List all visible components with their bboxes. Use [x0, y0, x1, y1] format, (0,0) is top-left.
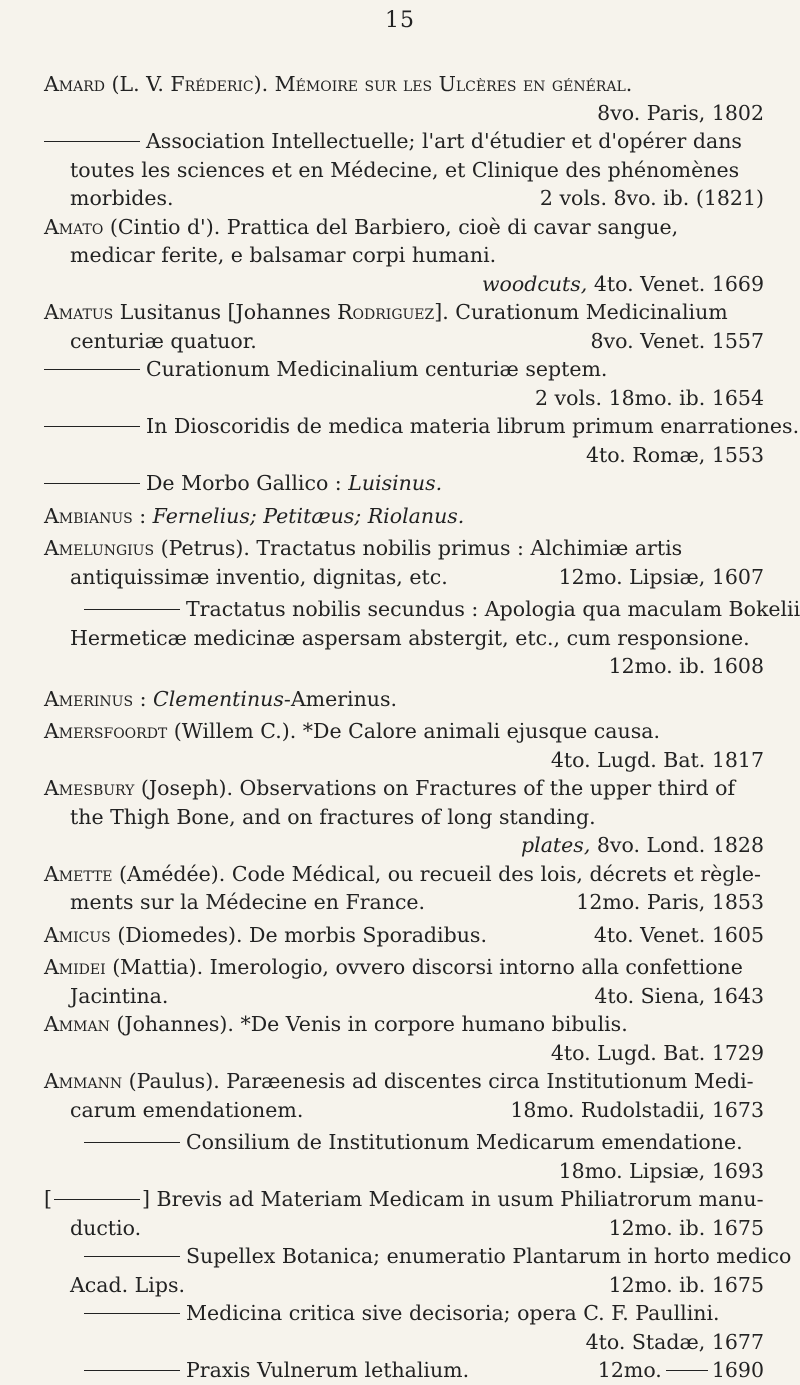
entry-amersfoordt — [44, 717, 764, 774]
entry-text: Tractatus nobilis secundus : Apologia qua maculam Bokelii — [186, 597, 800, 621]
entry-author: Amerinus — [44, 686, 134, 711]
entry-text: carum emendationem. — [70, 1097, 304, 1122]
entry-ammann-consilium — [44, 1128, 764, 1185]
entry-line — [44, 685, 764, 714]
entry-text: morbides. — [70, 186, 174, 210]
entry-imprint: 2 vols. 8vo. ib. (1821) — [539, 186, 764, 210]
entry-amette — [44, 860, 764, 917]
entry-line — [44, 1271, 764, 1300]
entry-line — [44, 982, 764, 1011]
entry-text: Praxis Vulnerum lethalium. — [186, 1358, 470, 1382]
entry-text: ]. Curationum Medicinalium — [434, 300, 728, 324]
entry-imprint: 4to. Lugd. Bat. 1817 — [550, 747, 764, 772]
entry-author: Amidei — [44, 955, 106, 979]
entry-ammann-supellex — [44, 1242, 792, 1299]
entry-line — [44, 298, 764, 327]
entry-amatus-dioscoridis — [44, 412, 800, 469]
entry-text: (Diomedes). De morbis Sporadibus. — [117, 922, 487, 947]
entry-author: Amatus — [44, 300, 114, 324]
ditto-dash — [84, 1256, 180, 1257]
entry-author: Amelungius — [44, 536, 155, 560]
entry-text: ductio. — [70, 1215, 142, 1240]
imprint-text: 4to. Venet. 1669 — [593, 271, 764, 296]
page-number: 15 — [385, 8, 415, 33]
cross-reference: Clementinus — [153, 686, 284, 711]
entry-text: (Johannes). *De Venis in corpore humano bibulis. — [116, 1012, 628, 1036]
entry-amerinus — [44, 685, 764, 714]
entry-text: ments sur la Médecine en France. — [70, 890, 426, 914]
entry-text: (Petrus). Tractatus nobilis primus : Alchimiæ artis — [160, 536, 683, 560]
entry-imprint: 8vo. Paris, 1802 — [597, 100, 764, 125]
entry-line: [ ] Brevis ad Materiam Medicam in usum Philiatrorum manu- — [44, 1187, 764, 1211]
entry-text: Curationum Medicinalium centuriæ septem. — [146, 357, 608, 381]
entry-author: Amicus — [44, 922, 111, 947]
entry-text: (Mattia). Imerologio, ovvero discorsi intorno alla confettione — [112, 955, 743, 979]
entry-association — [44, 127, 764, 213]
entry-amatus-septem — [44, 355, 764, 412]
entry-text: Consilium de Institutionum Medicarum emendatione. — [186, 1130, 743, 1154]
entry-text: De Morbo Gallico : — [146, 471, 349, 495]
entry-imprint: 4to. Venet. 1605 — [593, 922, 764, 947]
entry-text: Association Intellectuelle; l'art d'étudier et d'opérer dans — [146, 129, 742, 153]
ditto-dash — [84, 1313, 180, 1314]
entry-line — [44, 921, 764, 950]
entry-line — [44, 1242, 792, 1271]
ditto-dash — [84, 609, 180, 610]
entry-author: Amato — [44, 214, 104, 239]
imprint-note: plates, — [521, 833, 591, 857]
entry-ambianus — [44, 502, 764, 531]
entry-text: In Dioscoridis de medica materia librum primum enarrationes. — [146, 414, 800, 438]
entry-line — [44, 595, 800, 624]
entry-line — [44, 1096, 764, 1125]
entry-ammann-brevis — [44, 1185, 764, 1242]
entry-line — [44, 469, 764, 498]
entry-line — [44, 953, 764, 982]
entry-text: Amard (L. V. Fréderic). Mémoire sur les Ulcères en général. — [44, 72, 633, 96]
ditto-dash — [44, 483, 140, 484]
entry-text: Acad. Lips. — [70, 1272, 185, 1297]
ditto-dash — [44, 426, 140, 427]
entry-amatus — [44, 298, 764, 355]
entry-author: Amette — [44, 861, 113, 886]
entry-line — [44, 412, 800, 441]
entry-imprint: 8vo. Venet. 1557 — [590, 328, 764, 353]
entry-line: the Thigh Bone, and on fractures of long standing. — [70, 804, 596, 829]
entry-ammann-praxis — [44, 1356, 764, 1385]
entry-ammann — [44, 1067, 764, 1124]
entry-author: Ambianus — [44, 503, 133, 528]
entry-line — [44, 355, 764, 384]
entry-imprint: 4to. Stadæ, 1677 — [585, 1329, 764, 1354]
entry-text: : — [132, 503, 153, 528]
entry-imprint — [598, 1356, 764, 1385]
entry-line — [44, 888, 764, 917]
entry-author: Ammann — [44, 1069, 123, 1093]
entry-line: toutes les sciences et en Médecine, et Clinique des phénomènes — [70, 157, 740, 182]
entry-text: antiquissimæ inventio, dignitas, etc. — [70, 564, 448, 589]
entry-author: Amesbury — [44, 776, 135, 800]
entry-imprint: 12mo. ib. 1608 — [608, 654, 764, 678]
entry-imprint: 12mo. Paris, 1853 — [576, 890, 764, 914]
cross-reference: Luisinus. — [348, 471, 443, 495]
entry-line — [44, 717, 764, 746]
entry-line — [44, 1010, 764, 1039]
entry-imprint: 4to. Romæ, 1553 — [586, 442, 764, 467]
entry-text: (Amédée). Code Médical, ou recueil des lois, décrets et règle- — [119, 861, 761, 886]
entry-amatus-morbo-gallico — [44, 469, 764, 498]
imprint-text: 12mo. — [597, 1358, 662, 1382]
entry-ammann-medicina-critica — [44, 1299, 764, 1356]
entry-line — [44, 127, 764, 156]
entry-line — [44, 774, 764, 803]
entry-text: : — [133, 686, 154, 711]
entry-text: (Joseph). Observations on Fractures of the upper third of — [140, 776, 736, 800]
entry-text: Medicina critica sive decisoria; opera C. F. Paullini. — [186, 1301, 720, 1325]
entry-author: Amersfoordt — [44, 719, 168, 743]
entry-text: Jacintina. — [70, 983, 169, 1008]
cross-reference: Fernelius; Petitæus; Riolanus. — [152, 503, 465, 528]
entry-line — [44, 70, 764, 99]
entry-line — [44, 327, 764, 356]
entry-amicus — [44, 921, 764, 950]
entry-amard — [44, 70, 764, 127]
ditto-dash — [666, 1370, 708, 1371]
entry-line: Hermeticæ medicinæ aspersam abstergit, etc., cum responsione. — [70, 625, 750, 650]
entry-imprint — [44, 270, 764, 299]
ditto-dash — [54, 1199, 140, 1200]
entry-text: Brevis ad Materiam Medicam in usum Philiatrorum manu- — [156, 1187, 764, 1211]
entry-text: (Cintio d'). Prattica del Barbiero, cioè di cavar sangue, — [109, 214, 679, 239]
entry-line — [44, 563, 764, 592]
entry-imprint: 2 vols. 18mo. ib. 1654 — [534, 385, 764, 410]
entry-imprint: 18mo. Rudolstadii, 1673 — [510, 1097, 764, 1122]
ditto-dash — [44, 369, 140, 370]
entry-list — [44, 70, 800, 1385]
entry-text: -Amerinus. — [283, 686, 398, 711]
entry-amidei — [44, 953, 764, 1010]
entry-author: Amman — [44, 1012, 110, 1036]
entry-line — [44, 213, 764, 242]
entry-line — [44, 1067, 764, 1096]
entry-line — [44, 1214, 764, 1243]
entry-imprint: 4to. Siena, 1643 — [594, 983, 764, 1008]
entry-amelungius — [44, 534, 764, 591]
entry-line — [44, 860, 764, 889]
entry-text: (Paulus). Paræenesis ad discentes circa Institutionum Medi- — [128, 1069, 754, 1093]
entry-imprint — [44, 831, 764, 860]
imprint-text: 8vo. Lond. 1828 — [596, 833, 764, 857]
entry-imprint: 4to. Lugd. Bat. 1729 — [550, 1040, 764, 1065]
imprint-year: 1690 — [711, 1358, 764, 1382]
entry-imprint: 12mo. ib. 1675 — [608, 1215, 764, 1240]
entry-amato — [44, 213, 764, 299]
entry-text: centuriæ quatuor. — [70, 328, 257, 353]
entry-imprint: 12mo. Lipsiæ, 1607 — [558, 564, 764, 589]
entry-text: (Willem C.). *De Calore animali ejusque causa. — [173, 719, 660, 743]
entry-amelungius-secundus — [44, 595, 800, 681]
entry-line — [44, 534, 764, 563]
entry-text: Lusitanus [Johannes — [119, 300, 338, 324]
entry-text: Supellex Botanica; enumeratio Plantarum in horto medico — [186, 1244, 792, 1268]
imprint-note: woodcuts, — [482, 271, 588, 296]
entry-line — [44, 184, 764, 213]
ditto-dash — [84, 1370, 180, 1371]
ditto-dash — [44, 141, 140, 142]
entry-line — [44, 1356, 764, 1385]
entry-line — [44, 502, 764, 531]
entry-imprint: 12mo. ib. 1675 — [608, 1272, 764, 1297]
entry-amman — [44, 1010, 764, 1067]
entry-author-alt: Rodriguez — [337, 300, 435, 324]
entry-line — [44, 1299, 764, 1328]
entry-line — [44, 1128, 764, 1157]
ditto-dash — [84, 1142, 180, 1143]
entry-amesbury — [44, 774, 764, 860]
entry-line: medicar ferite, e balsamar corpi humani. — [70, 243, 497, 267]
entry-imprint: 18mo. Lipsiæ, 1693 — [558, 1158, 764, 1183]
